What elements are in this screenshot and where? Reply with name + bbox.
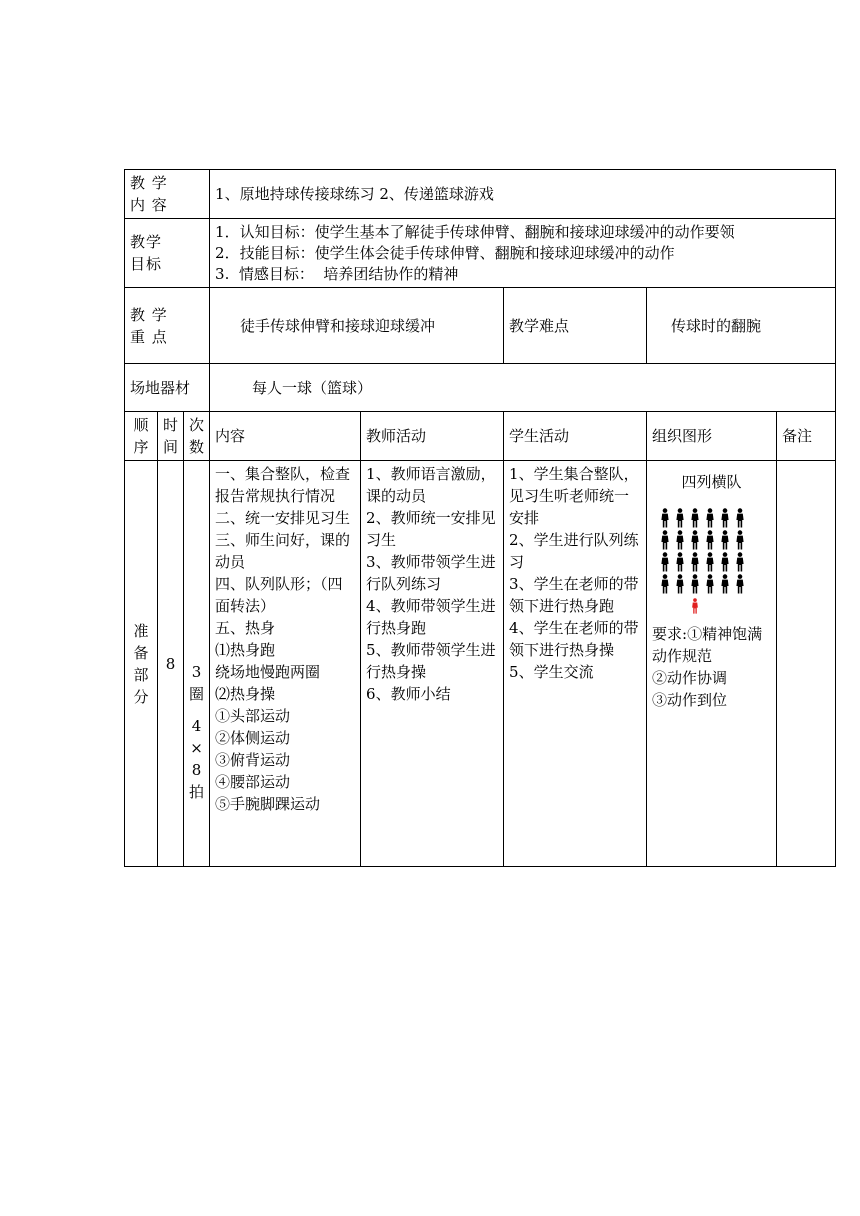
student-figure-icon bbox=[675, 574, 685, 594]
count-laps: 3 圈 bbox=[189, 663, 205, 703]
difficulty-label: 教学难点 bbox=[509, 316, 570, 335]
col-content: 内容 bbox=[215, 427, 246, 445]
section-name: 准 备 部 分 bbox=[133, 621, 149, 706]
col-student: 学生活动 bbox=[509, 427, 570, 445]
row-teaching-content bbox=[125, 170, 836, 219]
student-figure-icon bbox=[720, 530, 730, 550]
student-figure-icon bbox=[675, 530, 685, 550]
student-figure-icon bbox=[660, 508, 670, 528]
row-column-headers bbox=[125, 412, 836, 461]
student-figure-icon bbox=[720, 508, 730, 528]
student-figure-icon bbox=[675, 552, 685, 572]
student-figure-icon bbox=[690, 508, 700, 528]
row-warmup-section bbox=[125, 461, 836, 867]
student-figure-icon bbox=[735, 552, 745, 572]
col-order: 顺 序 bbox=[133, 416, 149, 456]
col-count: 次 数 bbox=[189, 416, 205, 456]
count-beats: 4 × 8 拍 bbox=[189, 717, 205, 801]
goal-emotional: 3. 情感目标： 培养团结协作的精神 bbox=[215, 264, 459, 283]
student-figure-icon bbox=[660, 552, 670, 572]
student-figure-icon bbox=[705, 574, 715, 594]
row-key-points bbox=[125, 288, 836, 364]
col-organization: 组织图形 bbox=[652, 427, 713, 445]
formation-row bbox=[660, 529, 771, 551]
formation-diagram bbox=[660, 507, 771, 617]
teacher-position bbox=[660, 595, 771, 617]
teacher-figure-icon bbox=[691, 598, 699, 614]
student-figure-icon bbox=[735, 574, 745, 594]
student-figure-icon bbox=[690, 574, 700, 594]
student-figure-icon bbox=[660, 530, 670, 550]
section-teacher-activity: 1、教师语言激励，课的动员 2、教师统一安排见习生 3、教师带领学生进行队列练习 4、教师带领学生进行热身跑 5、教师带领学生进行热身操 6、教师小结 bbox=[366, 465, 496, 703]
row-teaching-goals bbox=[125, 219, 836, 288]
formation-title: 四列横队 bbox=[681, 473, 742, 491]
equipment-label: 场地器材 bbox=[130, 378, 191, 397]
formation-row bbox=[660, 507, 771, 529]
section-content: 一、集合整队，检查报告常规执行情况 二、统一安排见习生 三、师生问好，课的动员 四、队列队形；（四面转法） 五、热身 ⑴热身跑 绕场地慢跑两圈 ⑵热身操 ①头部运动 ②体侧运动 ③俯背运动 ④腰部运动 ⑤手腕脚踝运动 bbox=[215, 465, 351, 813]
student-figure-icon bbox=[660, 574, 670, 594]
formation-row bbox=[660, 573, 771, 595]
key-value: 徒手传球伸臂和接球迎球缓冲 bbox=[240, 316, 436, 335]
student-figure-icon bbox=[690, 552, 700, 572]
formation-requirements: 要求:①精神饱满 动作规范 ②动作协调 ③动作到位 bbox=[652, 625, 763, 709]
student-figure-icon bbox=[735, 508, 745, 528]
col-teacher: 教师活动 bbox=[366, 427, 427, 445]
formation-row bbox=[660, 551, 771, 573]
student-figure-icon bbox=[690, 530, 700, 550]
student-figure-icon bbox=[720, 574, 730, 594]
student-figure-icon bbox=[705, 508, 715, 528]
content-value: 1、原地持球传接球练习 2、传递篮球游戏 bbox=[215, 185, 494, 203]
lesson-plan-table bbox=[124, 169, 836, 867]
equipment-value: 每人一球（篮球） bbox=[252, 378, 373, 397]
section-time: 8 bbox=[165, 654, 176, 673]
key-label: 教 学 重 点 bbox=[130, 305, 168, 346]
student-figure-icon bbox=[720, 552, 730, 572]
section-student-activity: 1、学生集合整队，见习生听老师统一安排 2、学生进行队列练习 3、学生在老师的带领下进行热身跑 4、学生在老师的带领下进行热身操 5、学生交流 bbox=[509, 465, 639, 681]
row-equipment bbox=[125, 364, 836, 412]
goal-cognitive: 1．认知目标：使学生基本了解徒手传球伸臂、翻腕和接球迎球缓冲的动作要领 bbox=[215, 222, 735, 241]
goal-skill: 2．技能目标：使学生体会徒手传球伸臂、翻腕和接球迎球缓冲的动作 bbox=[215, 243, 675, 262]
goals-label: 教学 目标 bbox=[130, 233, 163, 273]
col-notes: 备注 bbox=[782, 427, 813, 445]
student-figure-icon bbox=[705, 552, 715, 572]
col-time: 时 间 bbox=[162, 416, 178, 456]
student-figure-icon bbox=[675, 508, 685, 528]
student-figure-icon bbox=[705, 530, 715, 550]
content-label: 教 学 内 容 bbox=[130, 174, 168, 214]
student-figure-icon bbox=[735, 530, 745, 550]
difficulty-value: 传球时的翻腕 bbox=[671, 316, 762, 335]
